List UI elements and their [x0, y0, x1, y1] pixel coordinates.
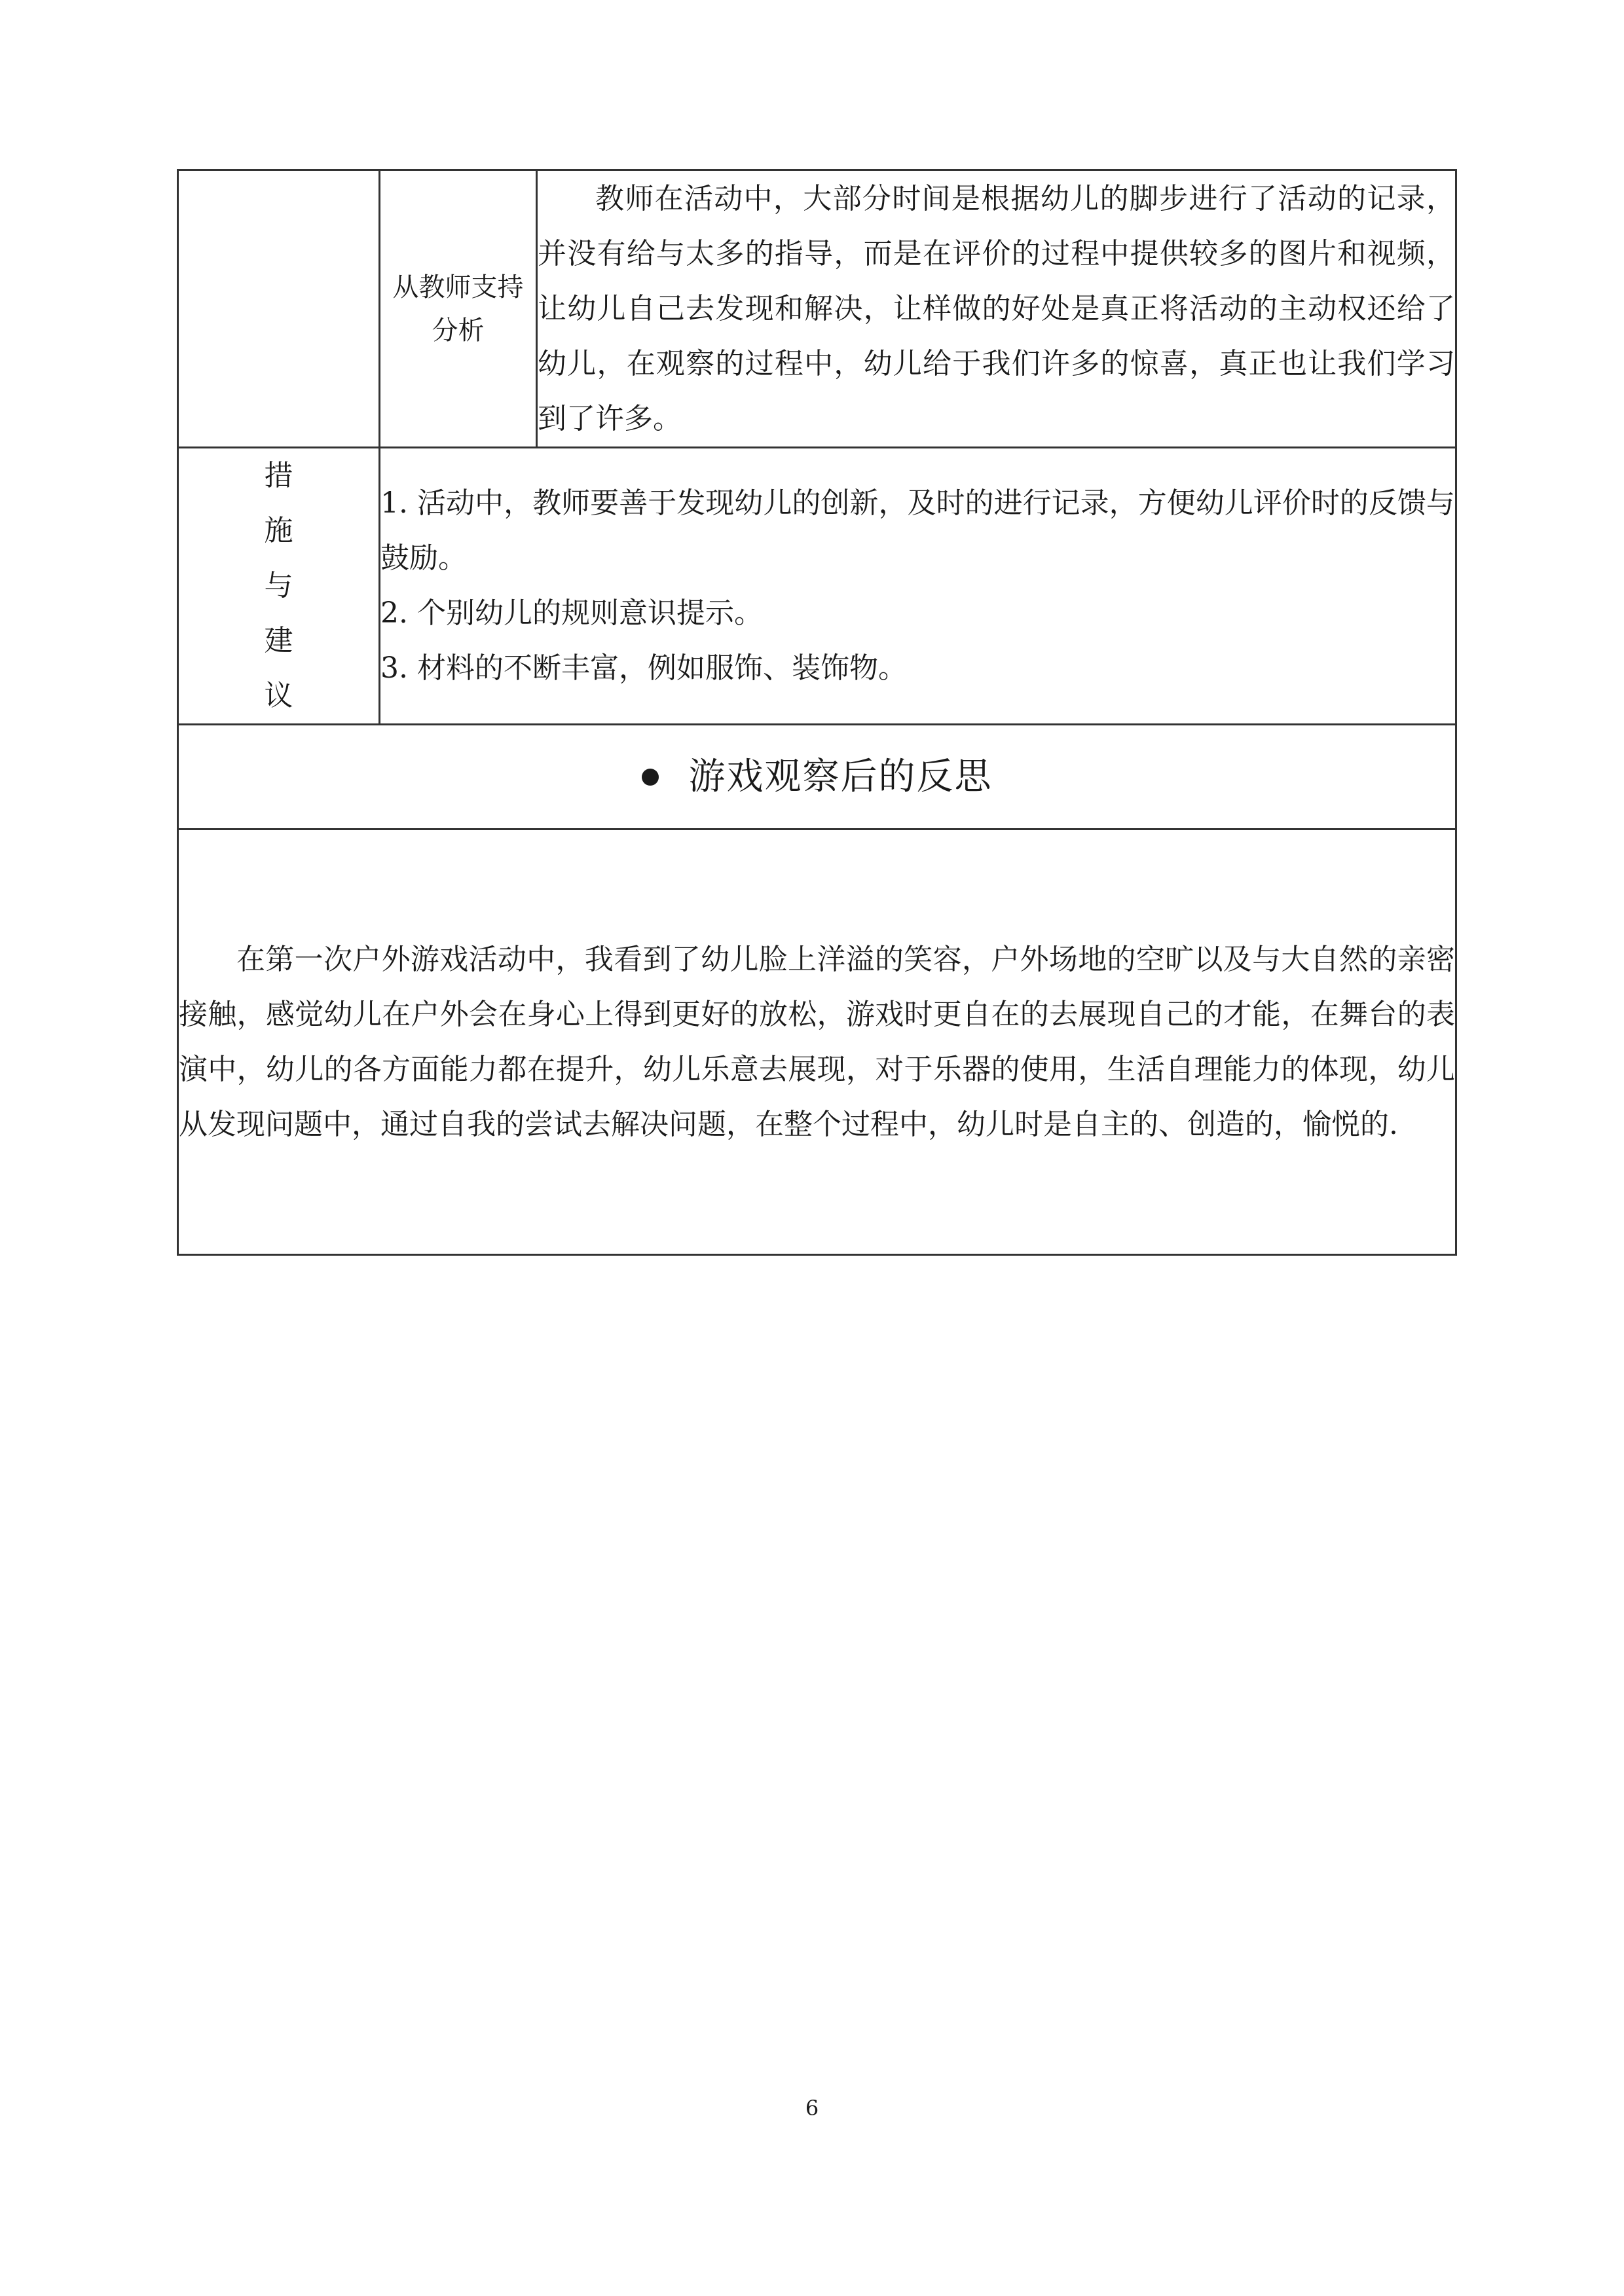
measures-list: [380, 448, 1456, 725]
empty-category-cell: [178, 170, 380, 448]
reflection-cell: [178, 829, 1456, 1255]
page-number: 6: [805, 2096, 819, 2121]
measures-label-char: 建: [264, 624, 293, 657]
teacher-support-cell: [537, 170, 1456, 448]
teacher-support-text: 教师在活动中，大部分时间是根据幼儿的脚步进行了活动的记录，并没有给与太多的指导，而是在评价的过程中提供较多的图片和视频，让幼儿自己去发现和解决，让样做的好处是真正将活动的主动权还给了幼儿，在观察的过程中，幼儿给于我们许多的惊喜，真正也让我们学习到了许多。: [538, 181, 1455, 435]
measures-label-char: 施: [264, 514, 293, 547]
measures-row: [178, 448, 1456, 725]
teacher-support-label: 从教师支持分析: [380, 170, 537, 448]
teacher-support-row: [178, 170, 1456, 448]
reflection-text: 在第一次户外游戏活动中，我看到了幼儿脸上洋溢的笑容，户外场地的空旷以及与大自然的亲密接触，感觉幼儿在户外会在身心上得到更好的放松，游戏时更自在的去展现自己的才能，在舞台的表演中，幼儿的各方面能力都在提升，幼儿乐意去展现，对于乐器的使用，生活自理能力的体现，幼儿从发现问题中，通过自我的尝试去解决问题，在整个过程中，幼儿时是自主的、创造的，愉悦的.: [179, 942, 1455, 1141]
measure-item: 3. 材料的不断丰富，例如服饰、装饰物。: [380, 651, 907, 685]
reflection-heading-row: [178, 725, 1456, 829]
reflection-row: [178, 829, 1456, 1255]
bullet-icon: [642, 769, 659, 786]
measures-label-char: 议: [264, 679, 293, 712]
measures-label-char: 措: [264, 459, 293, 492]
measures-label: [178, 448, 380, 725]
measures-label-char: 与: [264, 569, 293, 602]
reflection-heading-text: 游戏观察后的反思: [688, 756, 993, 798]
reflection-heading-cell: [178, 725, 1456, 829]
measure-item: 1. 活动中，教师要善于发现幼儿的创新，及时的进行记录，方便幼儿评价时的反馈与鼓励。: [380, 486, 1455, 575]
observation-table: [177, 169, 1457, 1256]
reflection-heading: [642, 756, 993, 798]
measure-item: 2. 个别幼儿的规则意识提示。: [380, 596, 763, 630]
